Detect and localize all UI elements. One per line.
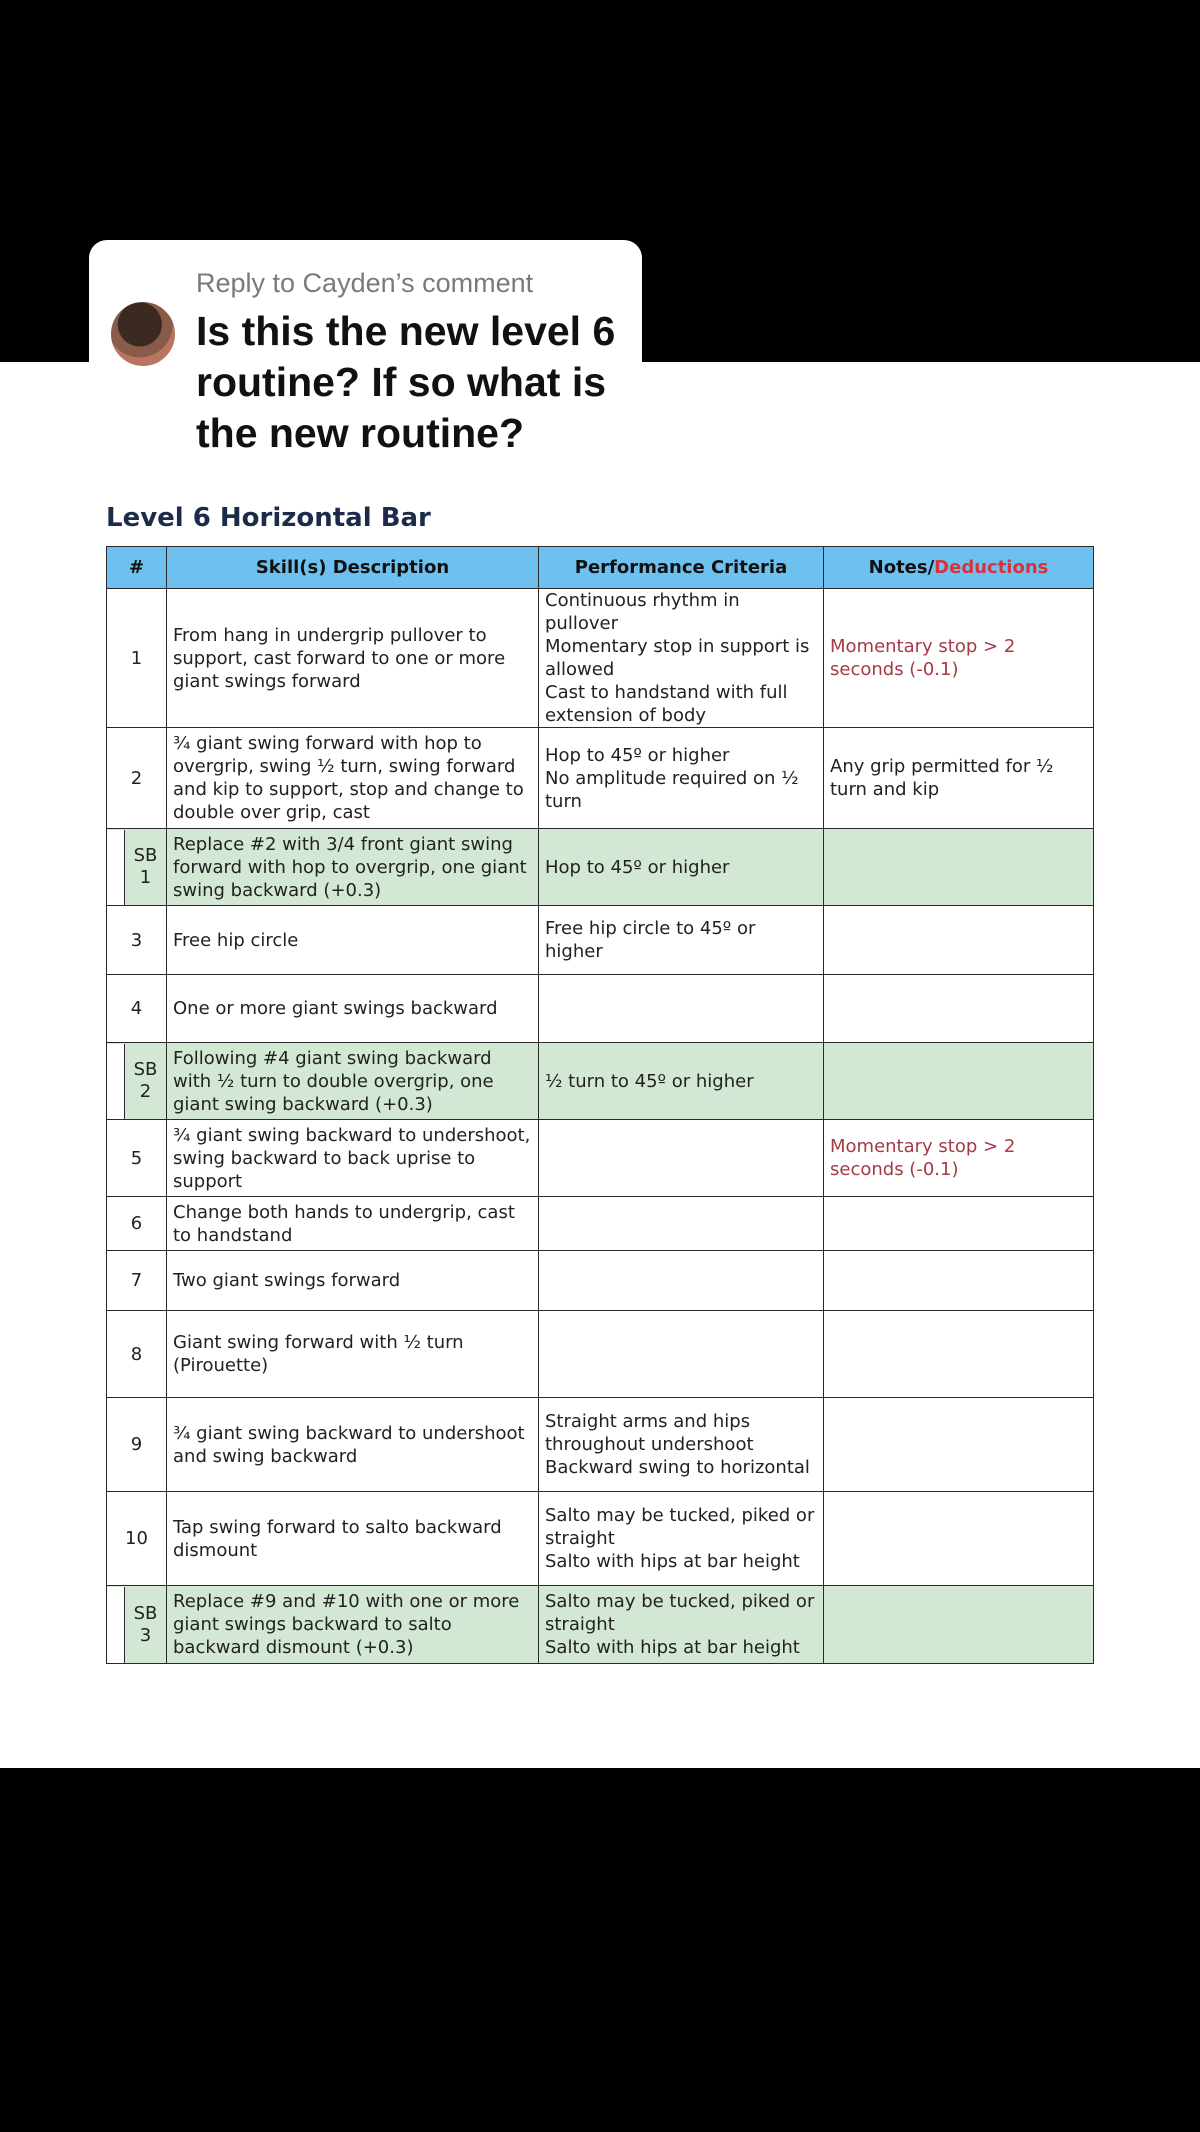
row-number: 4 [107,975,167,1043]
row-number: SB 1 [107,829,167,906]
row-number: 9 [107,1398,167,1492]
row-number: 6 [107,1197,167,1251]
row-number: 2 [107,728,167,829]
table-row [107,589,1094,728]
performance-criteria [539,1251,824,1311]
table-row [107,829,1094,906]
notes-deductions [824,1311,1094,1398]
notes-deductions [824,975,1094,1043]
table-row [107,906,1094,975]
performance-criteria [539,975,824,1043]
document-title: Level 6 Horizontal Bar [106,503,431,533]
performance-criteria: Hop to 45º or higher No amplitude required on ½ turn [539,728,824,829]
skill-description: Following #4 giant swing backward with ½ turn to double overgrip, one giant swing backward (+0.3) [167,1043,539,1120]
table-row [107,975,1094,1043]
row-number: 8 [107,1311,167,1398]
row-number: 3 [107,906,167,975]
routine-table [106,546,1094,1664]
skill-description: One or more giant swings backward [167,975,539,1043]
row-number: SB 3 [107,1586,167,1664]
skill-description: Change both hands to undergrip, cast to handstand [167,1197,539,1251]
header-performance-criteria: Performance Criteria [539,547,824,589]
row-number: SB 2 [107,1043,167,1120]
table-row [107,1251,1094,1311]
notes-deductions [824,1492,1094,1586]
table-row [107,1197,1094,1251]
skill-description: Replace #9 and #10 with one or more giant swings backward to salto backward dismount (+0.3) [167,1586,539,1664]
performance-criteria: Straight arms and hips throughout undershoot Backward swing to horizontal [539,1398,824,1492]
header-notes-deductions [824,547,1094,589]
header-number: # [107,547,167,589]
table-row [107,728,1094,829]
table-row [107,1398,1094,1492]
skill-description: Replace #2 with 3/4 front giant swing forward with hop to overgrip, one giant swing backward (+0.3) [167,829,539,906]
performance-criteria: ½ turn to 45º or higher [539,1043,824,1120]
skill-description: Tap swing forward to salto backward dismount [167,1492,539,1586]
reply-label: Reply to Cayden’s comment [196,268,534,298]
skill-description: From hang in undergrip pullover to support, cast forward to one or more giant swings forward [167,589,539,728]
table-row [107,1311,1094,1398]
performance-criteria: Salto may be tucked, piked or straight Salto with hips at bar height [539,1586,824,1664]
skill-description: ¾ giant swing backward to undershoot and swing backward [167,1398,539,1492]
reply-question: Is this the new level 6 routine? If so what is the new routine? [196,308,616,456]
row-number: 5 [107,1120,167,1197]
row-number: 7 [107,1251,167,1311]
skill-description: Free hip circle [167,906,539,975]
notes-deductions [824,1043,1094,1120]
table-row [107,1043,1094,1120]
notes-deductions: Momentary stop > 2 seconds (-0.1) [824,589,1094,728]
performance-criteria: Hop to 45º or higher [539,829,824,906]
header-skill-description: Skill(s) Description [167,547,539,589]
row-number: 10 [107,1492,167,1586]
performance-criteria [539,1197,824,1251]
notes-deductions [824,1586,1094,1664]
notes-deductions [824,829,1094,906]
skill-description: Two giant swings forward [167,1251,539,1311]
notes-deductions [824,1197,1094,1251]
notes-deductions: Any grip permitted for ½ turn and kip [824,728,1094,829]
skill-description: ¾ giant swing forward with hop to overgrip, swing ½ turn, swing forward and kip to support, stop and change to double over grip, cast [167,728,539,829]
notes-deductions [824,1398,1094,1492]
performance-criteria [539,1120,824,1197]
performance-criteria: Free hip circle to 45º or higher [539,906,824,975]
skill-description: Giant swing forward with ½ turn (Pirouette) [167,1311,539,1398]
header-notes-label: Notes/ [868,557,935,578]
commenter-avatar[interactable] [109,300,177,368]
skill-description: ¾ giant swing backward to undershoot, swing backward to back uprise to support [167,1120,539,1197]
header-deductions-label: Deductions [934,557,1049,578]
performance-criteria: Salto may be tucked, piked or straight Salto with hips at bar height [539,1492,824,1586]
table-row [107,1120,1094,1197]
notes-deductions [824,906,1094,975]
performance-criteria [539,1311,824,1398]
table-header-row [107,547,1094,589]
table-row [107,1492,1094,1586]
notes-deductions [824,1251,1094,1311]
table-row [107,1586,1094,1664]
notes-deductions: Momentary stop > 2 seconds (-0.1) [824,1120,1094,1197]
row-number: 1 [107,589,167,728]
performance-criteria: Continuous rhythm in pullover Momentary stop in support is allowed Cast to handstand with full extension of body [539,589,824,728]
